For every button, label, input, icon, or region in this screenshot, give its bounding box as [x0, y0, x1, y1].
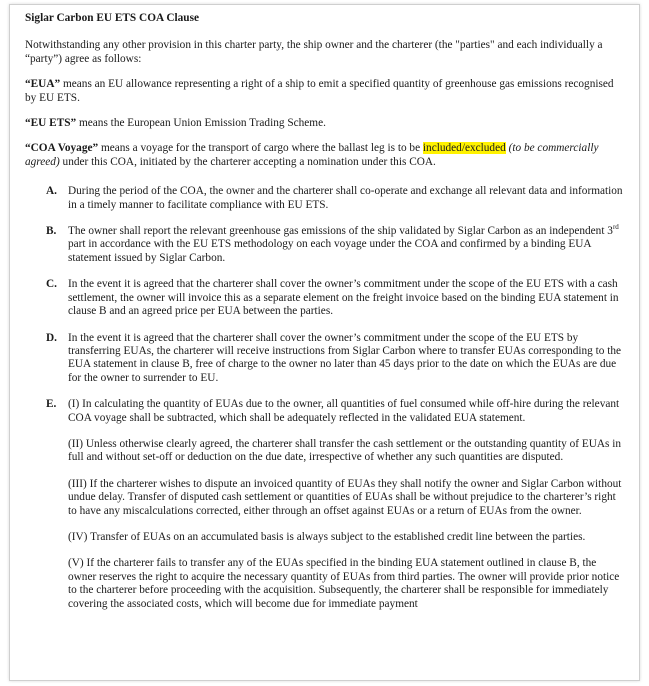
definition-eu-ets — [25, 117, 627, 130]
definition-eua — [25, 78, 627, 105]
clause-letter: E. — [46, 398, 57, 411]
sub-clause-iii: (III) If the charterer wishes to dispute an invoiced quantity of EUAs they shall notify the owner and Siglar Carbon without undue delay. Transfer of disputed cash settlement or quantities of EUAs shall be without prejudice to the charterer’s right to have any miscalculations corrected, either through an offset against EUAs or a return of EUAs from the owner. — [68, 477, 622, 517]
clause-text — [68, 225, 627, 265]
clause-letter: D. — [46, 331, 57, 344]
clause-title: Siglar Carbon EU ETS COA Clause — [25, 12, 199, 24]
sub-clause-i: (I) In calculating the quantity of EUAs due to the owner, all quantities of fuel consumed while off-hire during the relevant COA voyage shall be subtracted, which shall be adequately reflected in the validated EUA statement. — [68, 398, 620, 424]
italic-note: (to be commercially agreed) — [25, 142, 599, 168]
sub-clause-iv: (IV) Transfer of EUAs on an accumulated basis is always subject to the established credit line between the parties. — [68, 530, 586, 543]
definition-term: “EUA” — [25, 78, 61, 91]
definition-text: means an EU allowance representing a right of a ship to emit a specified quantity of greenhouse gas emissions recognised by EU ETS. — [25, 78, 614, 104]
definition-term: “EU ETS” — [25, 117, 77, 130]
clause-letter: A. — [46, 185, 57, 198]
clause-b — [46, 225, 627, 265]
definition-term: “COA Voyage” — [25, 142, 99, 155]
clause-text-part: part in accordance with the EU ETS methodology on each voyage under the COA and confirmed by a binding EUA statement issued by Siglar Carbon. — [68, 238, 591, 264]
sub-clause-v: (V) If the charterer fails to transfer any of the EUAs specified in the binding EUA statement outlined in clause B, the owner reserves the right to acquire the necessary quantity of EUAs from third parties. The owner will provide prior notice to the charterer before proceeding with the acquisition. Subsequently, the charterer shall be responsible for immediately covering the associated costs, which will become due for immediate payment — [68, 557, 620, 610]
clause-letter: B. — [46, 225, 57, 238]
clause-e — [46, 398, 627, 611]
clause-text: In the event it is agreed that the charterer shall cover the owner’s commitment under the scope of the EU ETS by transferring EUAs, the charterer will receive instructions from Siglar Carbon where to transfer EUAs corresponding to the EUA statement in clause B, free of charge to the owner no later than 45 days prior to the date on which the EUAs are due for the owner to surrender to EU. — [68, 331, 622, 384]
clause-text: In the event it is agreed that the charterer shall cover the owner’s commitment under the scope of the EU ETS with a cash settlement, the owner will invoice this as a separate element on the freight invoice based on the binding EUA statement in clause B and an agreed price per EUA between the parties. — [68, 278, 619, 318]
clause-text — [68, 398, 627, 611]
clause-d — [46, 332, 627, 386]
definition-text: under this COA, initiated by the charterer accepting a nomination under this COA. — [59, 155, 436, 168]
clause-c — [46, 278, 627, 318]
clause-list — [46, 185, 627, 611]
clause-text: During the period of the COA, the owner and the charterer shall co-operate and exchange all relevant data and information in a timely manner to facilitate compliance with EU ETS. — [68, 185, 623, 211]
definition-coa-voyage — [25, 142, 627, 169]
document-body — [25, 12, 627, 624]
clause-text-part: The owner shall report the relevant greenhouse gas emissions of the ship validated by Siglar Carbon as an independent 3 — [68, 225, 613, 238]
superscript: rd — [612, 223, 619, 232]
clause-letter: C. — [46, 278, 57, 291]
intro-paragraph: Notwithstanding any other provision in this charter party, the ship owner and the charterer (the "parties" and each individually a “party”) agree as follows: — [25, 39, 603, 65]
definition-text: means the European Union Emission Trading Scheme. — [76, 117, 326, 130]
clause-a — [46, 185, 627, 212]
definition-text: means a voyage for the transport of cargo where the ballast leg is to be — [98, 142, 423, 155]
sub-clause-ii: (II) Unless otherwise clearly agreed, the charterer shall transfer the cash settlement or the outstanding quantity of EUAs in full and without set-off or deduction on the due date, irrespective of whether any such quantities are disputed. — [68, 437, 622, 464]
highlighted-option: included/excluded — [422, 142, 506, 155]
